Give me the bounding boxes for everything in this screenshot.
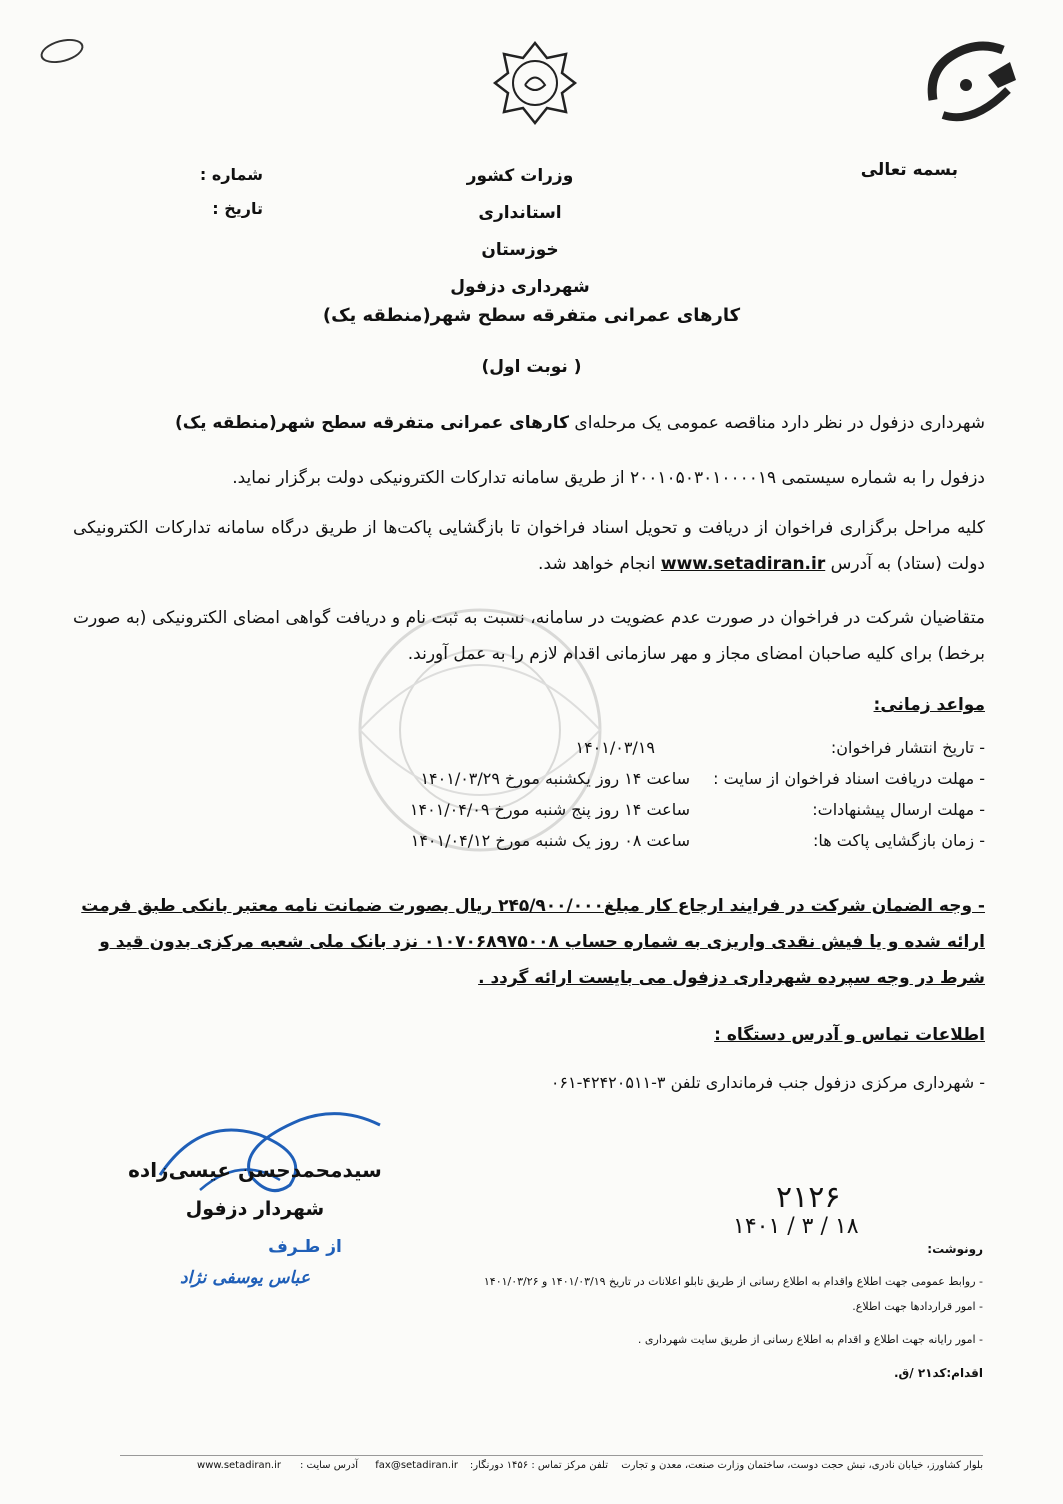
procedure-text: کلیه مراحل برگزاری فراخوان از دریافت و تحویل اسناد فراخوان تا بازگشایی پاکت‌ها از طریق درگاه سامانه تدارکات الکترونیکی دولت (ستاد) به آدرس <box>73 518 985 574</box>
municipality-name: شهرداری دزفول <box>450 277 590 297</box>
number-label: شماره : <box>199 165 263 184</box>
schedule-label: - مهلت ارسال پیشنهادات: <box>812 800 985 819</box>
intro-text: شهرداری دزفول در نظر دارد مناقصه عمومی یک مرحله‌ای <box>569 413 985 433</box>
cc-item: - امور رایانه جهت اطلاع و اقدام به اطلاع رسانی از طریق سایت شهرداری . <box>637 1333 983 1346</box>
schedule-item <box>145 769 985 800</box>
paragraph-registration: متقاضیان شرکت در فراخوان در صورت عدم عضویت در سامانه، نسبت به ثبت نام و دریافت گواهی امضای الکترونیکی (به صورت برخط) برای کلیه صاحبان امضای مجاز و مهر سازمانی اقدام لازم را به عمل آورند. <box>73 608 985 664</box>
schedule-item <box>145 738 985 769</box>
date-label: تاریخ : <box>212 199 263 218</box>
province-name: استانداری خوزستان <box>478 203 562 260</box>
registration-date: ۱۴۰۱ / ۳ / ۱۸ <box>733 1214 859 1239</box>
setad-link[interactable]: www.setadiran.ir <box>660 554 826 574</box>
registration-number: ۲۱۲۶ <box>776 1180 841 1215</box>
contact-line: - شهرداری مرکزی دزفول جنب فرمانداری تلفن ۳-۴۲۴۲۰۵۱۱-۰۶۱ <box>550 1073 985 1092</box>
schedule-label: - تاریخ انتشار فراخوان: <box>830 738 985 757</box>
schedule-heading: مواعد زمانی: <box>873 695 985 715</box>
footer <box>120 1455 983 1476</box>
ministry-name: وزرات کشور <box>466 166 574 186</box>
schedule-value: ۱۴۰۱/۰۳/۱۹ <box>575 738 655 757</box>
schedule-value: ساعت ۰۸ روز یک شنبه مورخ ۱۴۰۱/۰۴/۱۲ <box>410 831 690 850</box>
footer-address: بلوار کشاورز، خیابان نادری، نبش حجت دوست، ساختمان وزارت صنعت، معدن و تجارت <box>621 1460 983 1471</box>
footer-site[interactable]: www.setadiran.ir <box>197 1460 281 1471</box>
contact-heading: اطلاعات تماس و آدرس دستگاه : <box>714 1025 985 1045</box>
signature-scribble-icon <box>140 1095 400 1205</box>
delegate-name: عباس یوسفی نژاد <box>180 1268 310 1288</box>
paragraph-system-number: دزفول را به شماره سیستمی ۲۰۰۱۰۵۰۳۰۱۰۰۰۰۱۹ از طریق سامانه تدارکات الکترونیکی دولت برگزار نماید. <box>232 468 985 488</box>
corner-mark-icon <box>38 35 86 68</box>
guarantee-paragraph: - وجه الضمان شرکت در فرایند ارجاع کار مبلغ۲۴۵/۹۰۰/۰۰۰ ریال بصورت ضمانت نامه معتبر بانکی طبق فرمت ارائه شده و یا فیش نقدی واریزی به شماره حساب ۰۱۰۷۰۶۸۹۷۵۰۰۸ نزد بانک ملی شعبه مرکزی بدون قید و شرط در وجه سپرده شهرداری دزفول می بایست ارائه گردد . <box>81 896 985 988</box>
action-code: اقدام:کد۲۱ /ق. <box>893 1366 983 1380</box>
footer-fax[interactable]: fax@setadiran.ir <box>375 1460 458 1471</box>
basmala: بسمه تعالی <box>860 160 958 180</box>
schedule-value: ساعت ۱۴ روز یکشنبه مورخ ۱۴۰۱/۰۳/۲۹ <box>420 769 690 788</box>
signatory-position: شهردار دزفول <box>185 1198 325 1220</box>
footer-phone: تلفن مرکز تماس : ۱۴۵۶ دورنگار: <box>469 1460 608 1471</box>
footer-site-label: آدرس سایت : <box>299 1460 358 1471</box>
schedule-item <box>145 831 985 862</box>
schedule-value: ساعت ۱۴ روز پنج شنبه مورخ ۱۴۰۱/۰۴/۰۹ <box>409 800 690 819</box>
intro-project: کارهای عمرانی متفرقه سطح شهر(منطقه یک) <box>174 413 569 433</box>
org-header <box>445 158 595 306</box>
notice-title: کارهای عمرانی متفرقه سطح شهر(منطقه یک) <box>322 305 741 326</box>
paragraph-procedure <box>73 510 985 582</box>
municipality-emblem-icon <box>492 40 578 126</box>
cc-item: - روابط عمومی جهت اطلاع واقدام به اطلاع رسانی از طریق تابلو اعلانات در تاریخ ۱۴۰۱/۰۳/۱۹ و ۱۴۰۱/۰۳/۲۶ <box>483 1275 983 1288</box>
schedule-label: - مهلت دریافت اسناد فراخوان از سایت : <box>713 769 985 788</box>
cc-item: - امور قراردادها جهت اطلاع. <box>852 1300 983 1313</box>
schedule-item <box>145 800 985 831</box>
cc-heading: رونوشت: <box>927 1242 983 1256</box>
procedure-end: انجام خواهد شد. <box>538 554 661 574</box>
schedule-label: - زمان بازگشایی پاکت ها: <box>812 831 985 850</box>
number-date-block <box>200 158 263 226</box>
signatory-name: سیدمحمدحسن عیسی‌زاده <box>128 1158 382 1182</box>
schedule-list <box>145 738 985 862</box>
on-behalf-label: از طـرف <box>268 1237 342 1257</box>
paragraph-intro <box>73 405 985 441</box>
setad-logo-icon <box>918 30 1028 140</box>
notice-round: ( نوبت اول) <box>481 357 582 377</box>
